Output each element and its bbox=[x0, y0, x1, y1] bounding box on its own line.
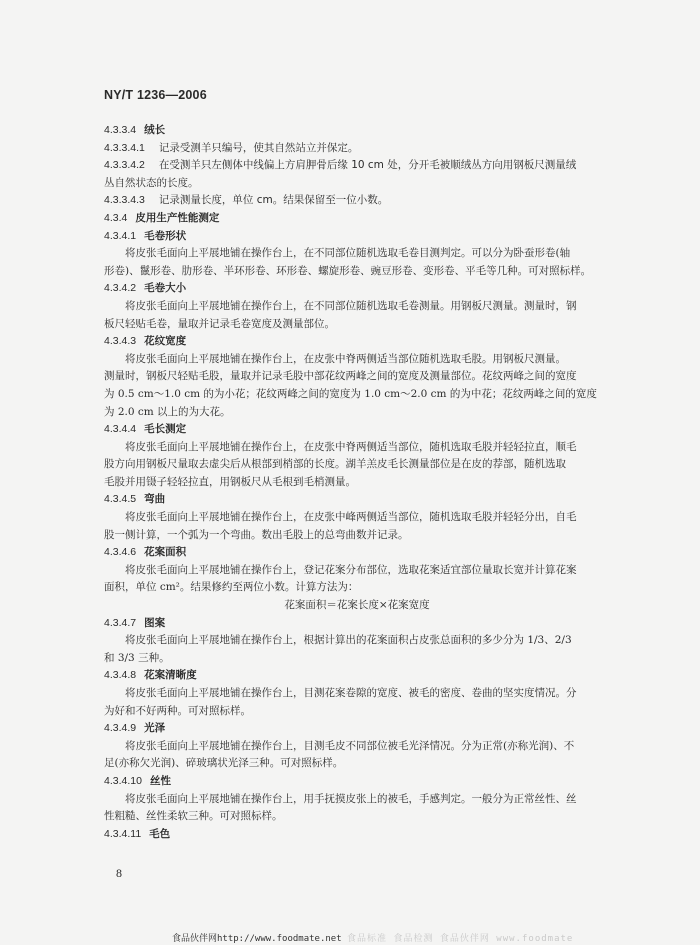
section-number: 4.3.3.4 bbox=[104, 124, 137, 136]
paragraph-line: 足(亦称欠光润)、碎玻璃状光泽三种。可对照标样。 bbox=[104, 757, 344, 770]
section-number: 4.3.4.8 bbox=[104, 669, 137, 682]
clause-number: 4.3.3.4.2 bbox=[104, 159, 145, 172]
paragraph-line: 形卷)、鬣形卷、肋形卷、半环形卷、环形卷、螺旋形卷、豌豆形卷、变形卷、平毛等几种。可对照标样。 bbox=[104, 264, 592, 277]
paragraph-line: 将皮张毛面向上平展地铺在操作台上，目测毛皮不同部位被毛光泽情况。分为正常(亦称光润)、不 bbox=[125, 739, 575, 752]
clause-line bbox=[104, 192, 604, 210]
paragraph-line: 性粗糙、丝性柔软三种。可对照标样。 bbox=[104, 810, 283, 823]
section-title: 图案 bbox=[144, 616, 166, 629]
paragraph-line: 测量时，钢板尺轻贴毛股，量取并记录毛股中部花纹两峰之间的宽度及测量部位。花纹两峰之间的宽度 bbox=[104, 370, 577, 383]
page-number: 8 bbox=[116, 866, 122, 880]
section-title: 毛卷大小 bbox=[144, 282, 187, 295]
paragraph-line: 为 0.5 cm～1.0 cm 的为小花；花纹两峰之间的宽度为 1.0 cm～2.0 cm 的为中花；花纹两峰之间的宽度 bbox=[104, 387, 597, 400]
paragraph-line: 为好和不好两种。可对照标样。 bbox=[104, 704, 251, 717]
section-title: 绒长 bbox=[144, 124, 166, 136]
paragraph-line: 将皮张毛面向上平展地铺在操作台上，登记花案分布部位，选取花案适宜部位量取长宽并计算花案 bbox=[125, 563, 577, 576]
section-number: 4.3.4.2 bbox=[104, 282, 137, 295]
section-title: 花纹宽度 bbox=[144, 335, 187, 348]
paragraph-line: 和 3/3 三种。 bbox=[104, 651, 170, 664]
section-title: 丝性 bbox=[149, 774, 171, 787]
section-title: 毛卷形状 bbox=[144, 229, 187, 242]
paragraph-line: 毛股并用镊子轻轻拉直，用钢板尺从毛根到毛梢测量。 bbox=[104, 475, 356, 488]
section-number: 4.3.4 bbox=[104, 211, 128, 224]
section-heading bbox=[104, 280, 604, 298]
document-body bbox=[104, 122, 604, 843]
section-heading bbox=[104, 228, 604, 246]
section-heading bbox=[104, 773, 604, 791]
section-number: 4.3.4.11 bbox=[104, 827, 142, 840]
section-title: 光泽 bbox=[144, 722, 166, 735]
section-heading bbox=[104, 544, 604, 562]
section-title: 皮用生产性能测定 bbox=[135, 211, 220, 224]
section-title: 花案面积 bbox=[144, 546, 187, 559]
section-title: 毛色 bbox=[149, 827, 171, 840]
section-heading bbox=[104, 667, 604, 685]
footer-watermark bbox=[172, 931, 573, 944]
paragraph-line: 将皮张毛面向上平展地铺在操作台上，在不同部位随机选取毛卷目测判定。可以分为卧蚕形卷(轴 bbox=[125, 247, 571, 260]
clause-number: 4.3.3.4.3 bbox=[104, 194, 145, 207]
clause-line bbox=[104, 140, 604, 158]
section-number: 4.3.4.6 bbox=[104, 546, 137, 559]
section-heading bbox=[104, 333, 604, 351]
section-heading bbox=[104, 491, 604, 509]
clause-line bbox=[104, 157, 604, 175]
section-number: 4.3.4.5 bbox=[104, 493, 137, 506]
paragraph-line: 股一侧计算，一个弧为一个弯曲。数出毛股上的总弯曲数并记录。 bbox=[104, 528, 409, 541]
section-number: 4.3.4.9 bbox=[104, 722, 137, 735]
section-heading bbox=[104, 720, 604, 738]
paragraph-line: 股方向用钢板尺量取去虚尖后从根部到梢部的长度。湖羊羔皮毛长测量部位是在皮的荐部，随机选取 bbox=[104, 458, 566, 471]
section-number: 4.3.4.4 bbox=[104, 423, 137, 436]
paragraph-line: 板尺轻贴毛卷，量取并记录毛卷宽度及测量部位。 bbox=[104, 317, 335, 330]
clause-text: 在受测羊只左侧体中线偏上方肩胛骨后缘 10 cm 处，分开毛被顺绒丛方向用钢板尺测量绒 bbox=[158, 159, 577, 172]
paragraph-line: 面积，单位 cm²。结果修约至两位小数。计算方法为： bbox=[104, 581, 359, 594]
section-number: 4.3.4.10 bbox=[104, 774, 142, 787]
section-heading bbox=[104, 122, 604, 140]
paragraph-line: 将皮张毛面向上平展地铺在操作台上，在不同部位随机选取毛卷测量。用钢板尺测量。测量时，钢 bbox=[125, 299, 577, 312]
section-heading bbox=[104, 615, 604, 633]
paragraph-line: 将皮张毛面向上平展地铺在操作台上，在皮张中峰两侧适当部位，随机选取毛股并轻轻分出，自毛 bbox=[125, 511, 577, 524]
section-heading bbox=[104, 210, 604, 228]
clause-text: 记录受测羊只编号，使其自然站立并保定。 bbox=[158, 141, 359, 154]
paragraph-line: 将皮张毛面向上平展地铺在操作台上，在皮张中脊两侧适当部位，随机选取毛股并轻轻拉直，顺毛 bbox=[125, 440, 577, 453]
clause-number: 4.3.3.4.1 bbox=[104, 141, 145, 154]
paragraph-line: 将皮张毛面向上平展地铺在操作台上，根据计算出的花案面积占皮张总面积的多少分为 1/3、2/3 bbox=[125, 634, 572, 647]
paragraph-line: 将皮张毛面向上平展地铺在操作台上，在皮张中脊两侧适当部位随机选取毛股。用钢板尺测量。 bbox=[125, 352, 566, 365]
section-number: 4.3.4.7 bbox=[104, 616, 137, 629]
paragraph-line: 丛自然状态的长度。 bbox=[104, 176, 199, 189]
section-title: 花案清晰度 bbox=[144, 669, 197, 682]
section-title: 毛长测定 bbox=[144, 423, 187, 436]
section-number: 4.3.4.1 bbox=[104, 229, 137, 242]
section-number: 4.3.4.3 bbox=[104, 335, 137, 348]
section-heading bbox=[104, 826, 604, 844]
footer-text: 食品伙伴网http://www.foodmate.net bbox=[172, 934, 342, 944]
paragraph-line: 为 2.0 cm 以上的为大花。 bbox=[104, 405, 231, 418]
paragraph-line: 将皮张毛面向上平展地铺在操作台上，用手抚摸皮张上的被毛，手感判定。一般分为正常丝性、丝 bbox=[125, 792, 577, 805]
section-heading bbox=[104, 421, 604, 439]
formula: 花案面积＝花案长度×花案宽度 bbox=[284, 599, 430, 612]
footer-faded-text: 食品标准 食品检测 食品伙伴网 www.foodmate bbox=[347, 934, 574, 944]
clause-text: 记录测量长度，单位 cm。结果保留至一位小数。 bbox=[158, 194, 389, 207]
paragraph-line: 将皮张毛面向上平展地铺在操作台上，目测花案卷隙的宽度、被毛的密度、卷曲的坚实度情况。分 bbox=[125, 687, 577, 699]
standard-code: NY/T 1236—2006 bbox=[104, 88, 207, 102]
section-title: 弯曲 bbox=[144, 493, 166, 506]
